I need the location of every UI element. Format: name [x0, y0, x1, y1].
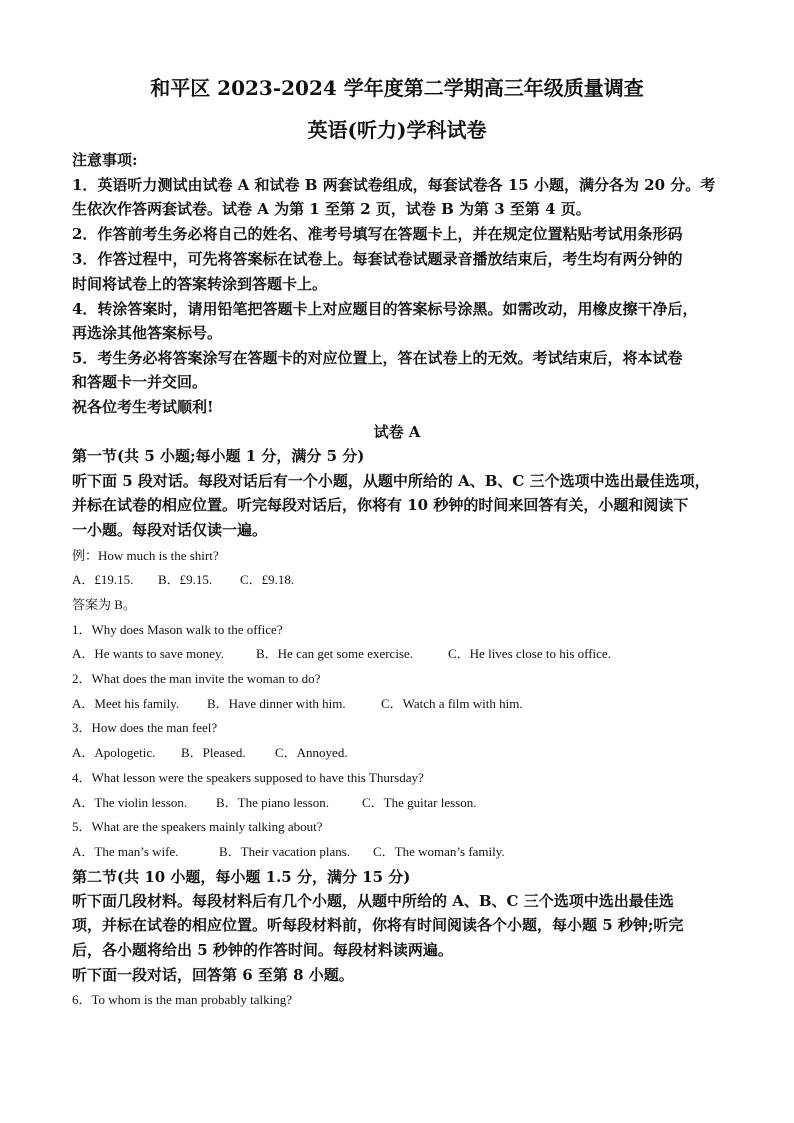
question-options — [72, 792, 476, 811]
question: 1．Why does Mason walk to the office? — [72, 622, 283, 637]
section2-instruction: 后，各小题将给出 5 秒钟的作答时间。每段材料读两遍。 — [72, 941, 453, 959]
section2-prompt: 听下面一段对话，回答第 6 至第 8 小题。 — [72, 966, 354, 984]
option-a: A．He wants to save money. — [72, 646, 224, 661]
option-c: C．The guitar lesson. — [362, 795, 477, 810]
question-options — [72, 643, 611, 662]
question: 2．What does the man invite the woman to do? — [72, 671, 321, 686]
notice-line: 生依次作答两套试卷。试卷 A 为第 1 至第 2 页，试卷 B 为第 3 至第 4 页。 — [72, 200, 591, 218]
option-c: C．The woman’s family. — [373, 844, 505, 859]
option-b: B．Their vacation plans. — [219, 844, 351, 859]
section1-instruction: 一小题。每段对话仅读一遍。 — [72, 521, 268, 539]
section1-instruction: 并标在试卷的相应位置。听完每段对话后，你将有 10 秒钟的时间来回答有关，小题和阅读下 — [72, 496, 689, 514]
section2-heading: 第二节(共 10 小题，每小题 1.5 分，满分 15 分) — [72, 868, 411, 886]
question-options — [72, 841, 505, 860]
option-a: A．The man’s wife. — [72, 844, 179, 859]
option-b: B．Have dinner with him. — [207, 696, 346, 711]
page-subtitle: 英语(听力)学科试卷 — [307, 118, 487, 142]
section2-instruction: 听下面几段材料。每段材料后有几个小题，从题中所给的 A、B、C 三个选项中选出最佳选 — [72, 892, 674, 910]
option-c: C．£9.18. — [240, 572, 295, 587]
question-options — [72, 693, 523, 712]
notice-line: 1．英语听力测试由试卷 A 和试卷 B 两套试卷组成，每套试卷各 15 小题，满分各为 20 分。考 — [72, 176, 716, 194]
option-b: B．The piano lesson. — [216, 795, 330, 810]
question: 3．How does the man feel? — [72, 720, 218, 735]
section2-instruction: 项，并标在试卷的相应位置。听每段材料前，你将有时间阅读各个小题，每小题 5 秒钟;听完 — [72, 916, 684, 934]
notice-heading: 注意事项: — [72, 151, 138, 169]
option-a: A．Meet his family. — [72, 696, 180, 711]
paper-a-heading: 试卷 A — [373, 423, 421, 441]
notice-line: 时间将试卷上的答案转涂到答题卡上。 — [72, 275, 328, 293]
notice-line: 2．作答前考生务必将自己的姓名、准考号填写在答题卡上，并在规定位置粘贴考试用条形码 — [72, 225, 683, 243]
option-c: C．He lives close to his office. — [448, 646, 611, 661]
notice-line: 3．作答过程中，可先将答案标在试卷上。每套试卷试题录音播放结束后，考生均有两分钟的 — [72, 250, 683, 268]
section1-heading: 第一节(共 5 小题;每小题 1 分，满分 5 分) — [72, 447, 365, 465]
example-options — [72, 569, 294, 588]
notice-line: 再选涂其他答案标号。 — [72, 324, 223, 342]
option-a: A．Apologetic. — [72, 745, 156, 760]
example-answer: 答案为 B。 — [72, 597, 136, 612]
notice-line: 5．考生务必将答案涂写在答题卡的对应位置上，答在试卷上的无效。考试结束后，将本试卷 — [72, 349, 683, 367]
question: 5．What are the speakers mainly talking about? — [72, 819, 323, 834]
question: 6．To whom is the man probably talking? — [72, 992, 293, 1007]
option-a: A．£19.15. — [72, 572, 134, 587]
question-options — [72, 742, 348, 761]
option-b: B．Pleased. — [181, 745, 246, 760]
page-title: 和平区 2023-2024 学年度第二学期高三年级质量调查 — [150, 76, 644, 100]
notice-line: 祝各位考生考试顺利! — [72, 398, 214, 416]
option-a: A．The violin lesson. — [72, 795, 188, 810]
notice-line: 4．转涂答案时，请用铅笔把答题卡上对应题目的答案标号涂黑。如需改动，用橡皮擦干净后， — [72, 300, 698, 318]
example-question: 例：How much is the shirt? — [72, 548, 219, 563]
question: 4．What lesson were the speakers supposed to have this Thursday? — [72, 770, 424, 785]
option-c: C．Annoyed. — [275, 745, 348, 760]
notice-line: 和答题卡一并交回。 — [72, 373, 208, 391]
section1-instruction: 听下面 5 段对话。每段对话后有一个小题，从题中所给的 A、B、C 三个选项中选出最佳选项， — [72, 472, 710, 490]
option-b: B．£9.15. — [158, 572, 213, 587]
option-b: B．He can get some exercise. — [256, 646, 414, 661]
option-c: C．Watch a film with him. — [381, 696, 523, 711]
